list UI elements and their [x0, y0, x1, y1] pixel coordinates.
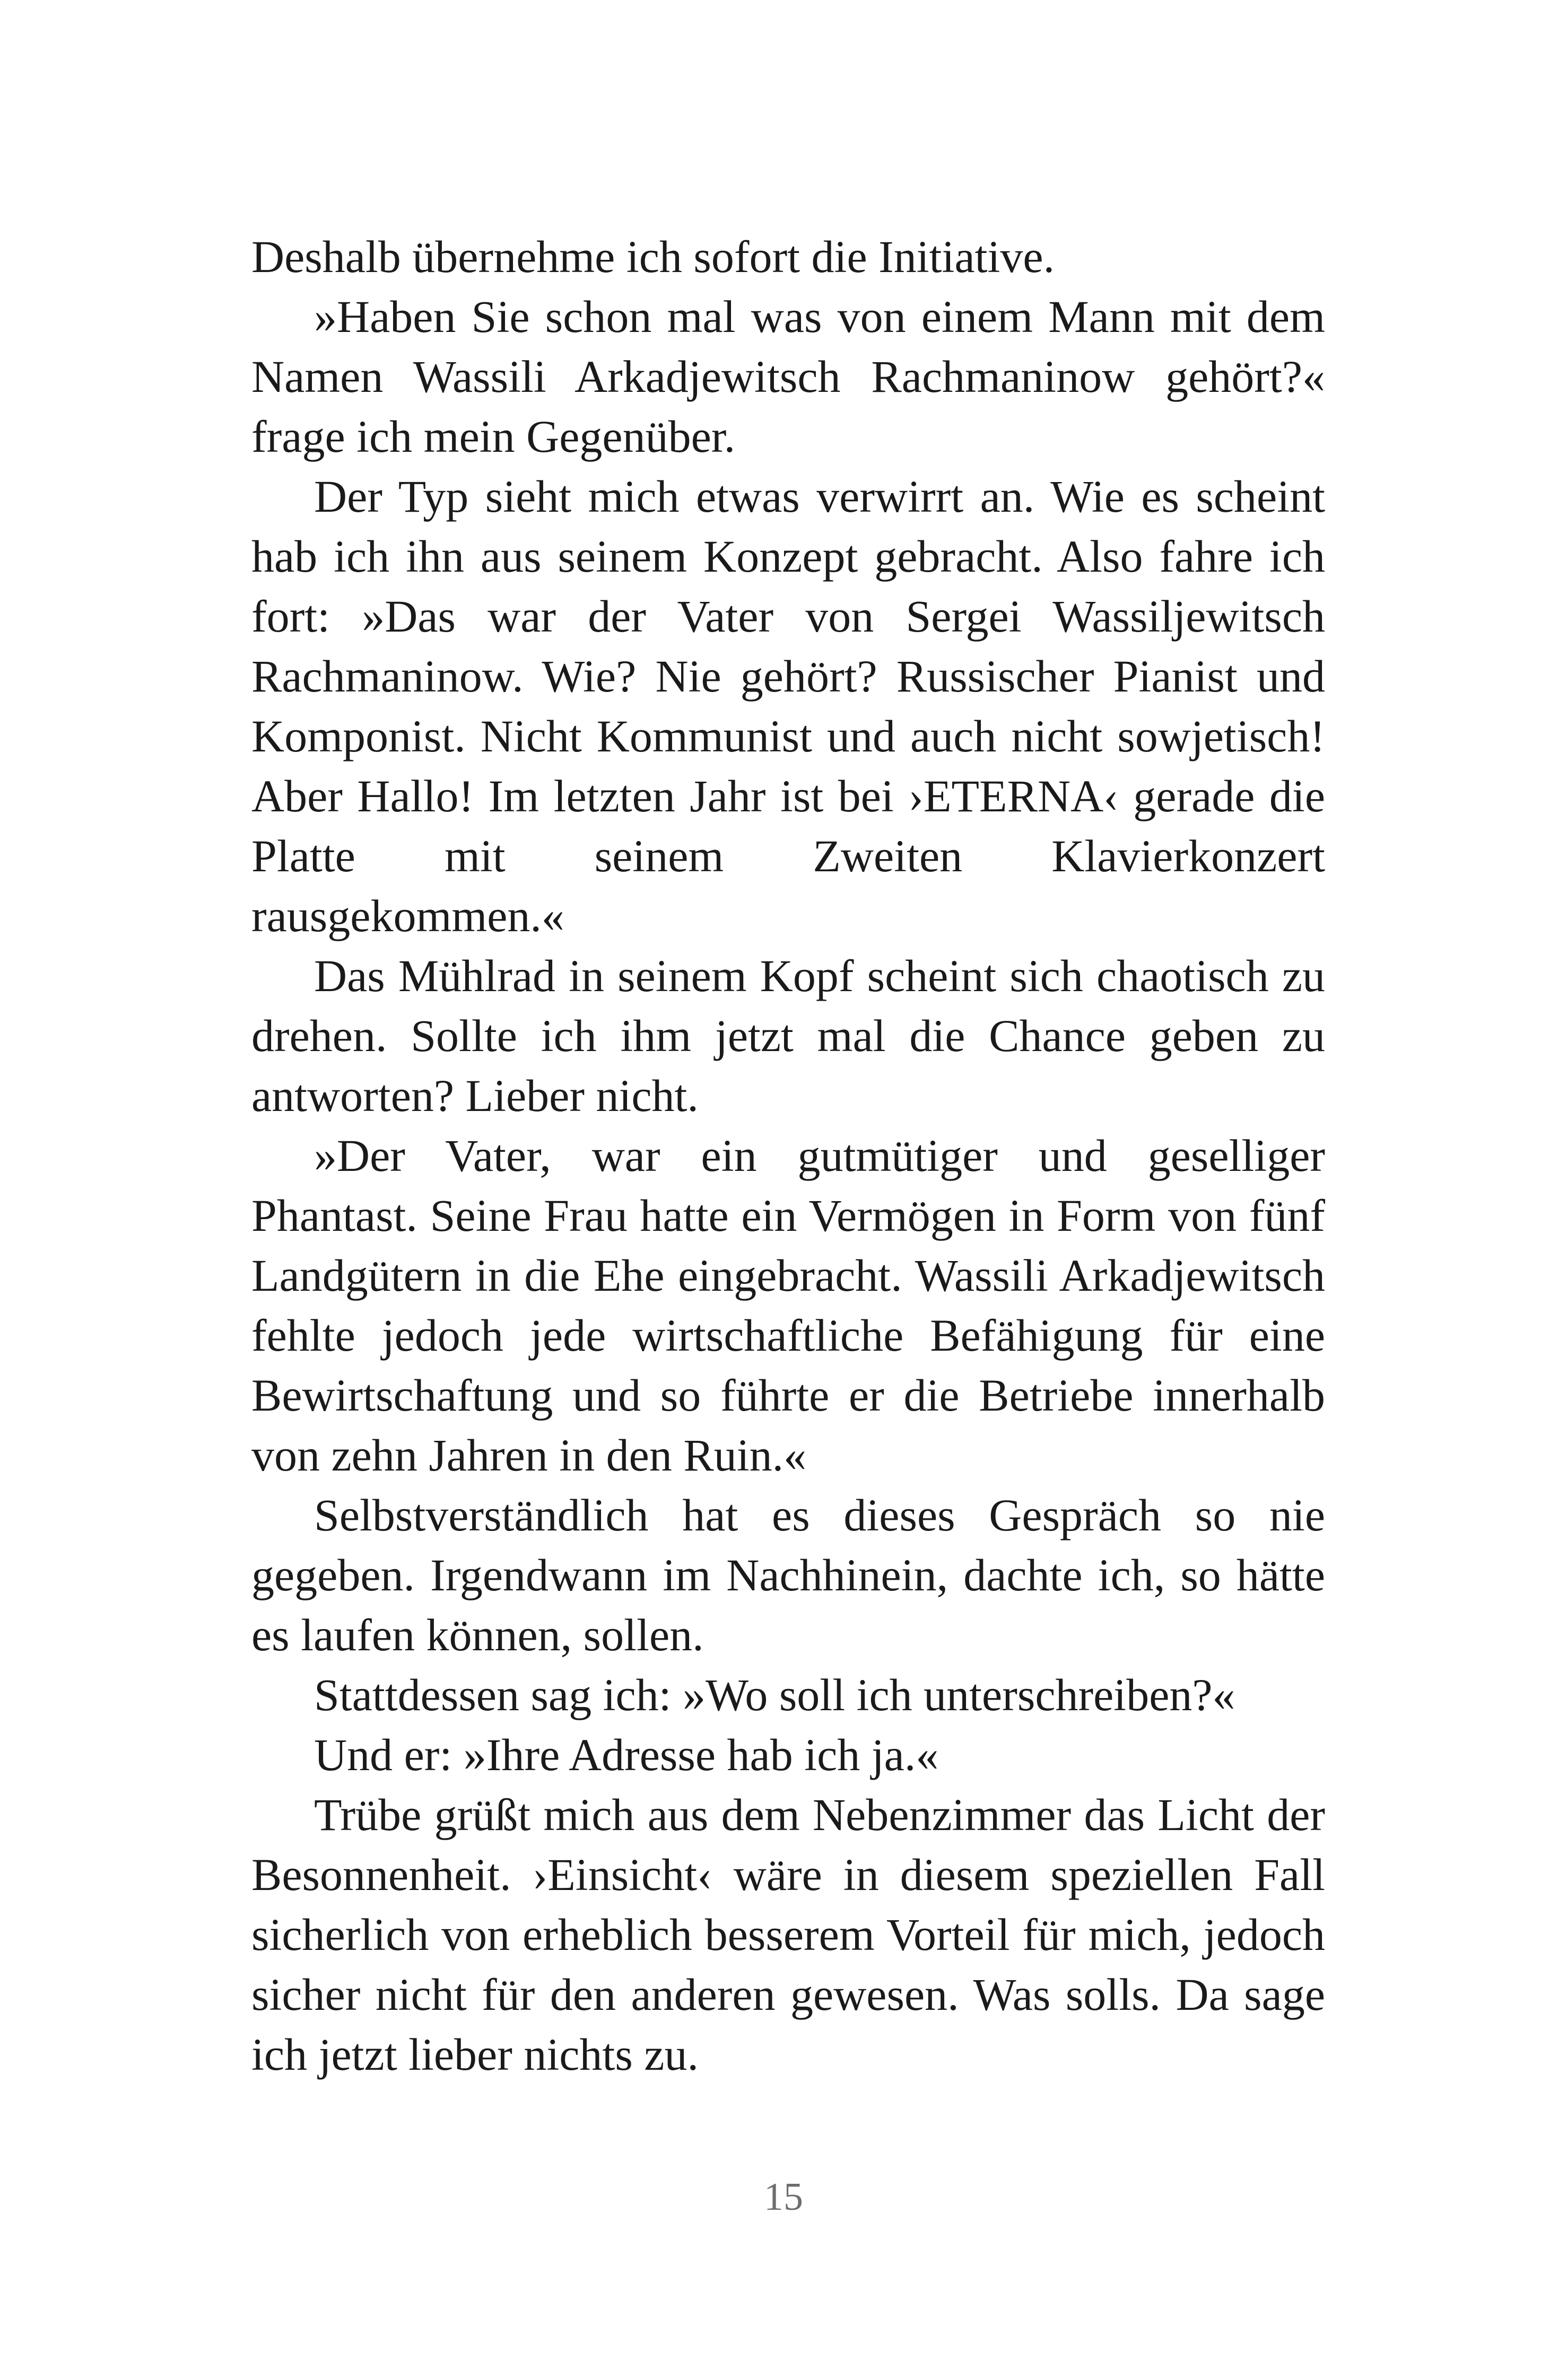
paragraph-9: Trübe grüßt mich aus dem Nebenzimmer das Licht der Besonnenheit. ›Einsicht‹ wäre in diesem speziellen Fall sicherlich von erheblich besserem Vorteil für mich, jedoch sicher nicht für den anderen gewesen. Was solls. Da sage ich jetzt lieber nichts zu. [251, 1789, 1325, 2080]
paragraph-1: Deshalb übernehme ich sofort die Initiative. [251, 231, 1055, 282]
paragraph-8: Und er: »Ihre Adresse hab ich ja.« [314, 1729, 939, 1780]
paragraph-5: »Der Vater, war ein gutmütiger und geselliger Phantast. Seine Frau hatte ein Vermögen in Form von fünf Landgütern in die Ehe eingebracht. Wassili Arkadjewitsch fehlte jedoch jede wirtschaftliche Befähigung für eine Bewirtschaftung und so führte er die Betriebe innerhalb von zehn Jahren in den Ruin.« [251, 1130, 1325, 1481]
paragraph-4: Das Mühlrad in seinem Kopf scheint sich chaotisch zu drehen. Sollte ich ihm jetzt mal die Chance geben zu antworten? Lieber nicht. [251, 950, 1325, 1121]
page-number: 15 [764, 2175, 803, 2219]
paragraph-2: »Haben Sie schon mal was von einem Mann mit dem Namen Wassili Arkadjewitsch Rachmaninow gehört?« frage ich mein Gegenüber. [251, 291, 1325, 462]
paragraph-7: Stattdessen sag ich: »Wo soll ich unterschreiben?« [314, 1669, 1235, 1720]
body-text [251, 227, 1325, 2085]
paragraph-6: Selbstverständlich hat es dieses Gespräch so nie gegeben. Irgendwann im Nachhinein, dachte ich, so hätte es laufen können, sollen. [251, 1490, 1325, 1660]
paragraph-3: Der Typ sieht mich etwas verwirrt an. Wie es scheint hab ich ihn aus seinem Konzept gebracht. Also fahre ich fort: »Das war der Vater von Sergei Wassiljewitsch Rachmaninow. Wie? Nie gehört? Russischer Pianist und Komponist. Nicht Kommunist und auch nicht sowjetisch! Aber Hallo! Im letzten Jahr ist bei ›ETERNA‹ gerade die Platte mit seinem Zweiten Klavierkonzert rausgekommen.« [251, 471, 1325, 941]
